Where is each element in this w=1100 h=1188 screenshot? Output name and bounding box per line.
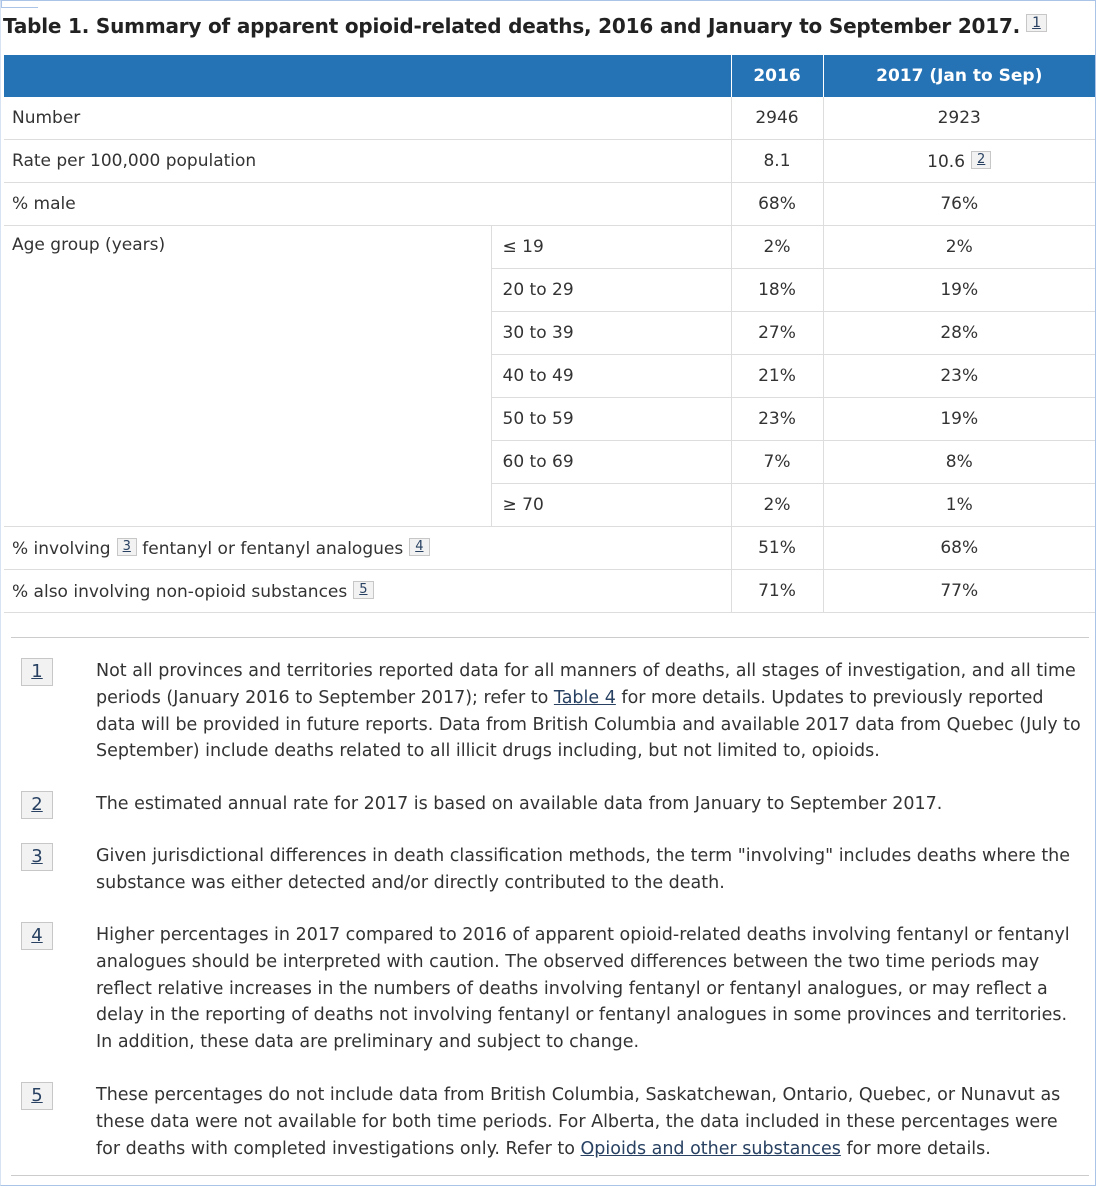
footnote-ref-4[interactable]: 4	[409, 538, 429, 556]
cell-2017: 28%	[823, 312, 1095, 355]
age-range: 50 to 59	[491, 398, 731, 441]
table-row	[4, 527, 1095, 570]
table-row	[4, 140, 1095, 183]
header-blank	[4, 55, 731, 97]
footnote-text-part: for more details. Updates to previously reported data will be provided in future reports. Data from British Columbia and available 2017 data from Quebec (July to September) include deaths related to all illicit drugs including, but not limited to, opioids.	[96, 687, 1081, 762]
row-label	[4, 570, 731, 613]
cell-2016: 71%	[731, 570, 823, 613]
cell-2016: 21%	[731, 355, 823, 398]
top-divider	[1, 1, 38, 8]
cell-2016: 51%	[731, 527, 823, 570]
cell-2016: 7%	[731, 441, 823, 484]
age-range: ≥ 70	[491, 484, 731, 527]
footnote-text	[96, 1082, 1081, 1162]
footnote-text-part: for more details.	[840, 1138, 991, 1159]
footnote-ref-3[interactable]: 3	[117, 538, 137, 556]
cell-2017: 68%	[823, 527, 1095, 570]
footnote-text-part: Not all provinces and territories reported data for all manners of deaths, all stages of investigation, and all time periods (January 2016 to September 2017); refer to	[96, 661, 1076, 708]
age-range: 60 to 69	[491, 441, 731, 484]
cell-2016: 18%	[731, 269, 823, 312]
cell-2017: 2923	[823, 97, 1095, 140]
footnote-back-link-1[interactable]: 1	[21, 658, 53, 686]
table-row	[4, 97, 1095, 140]
footnote-ref-5[interactable]: 5	[353, 581, 373, 599]
header-row	[4, 55, 1095, 97]
age-range: 20 to 29	[491, 269, 731, 312]
table-row	[4, 183, 1095, 226]
table-caption	[3, 14, 1047, 38]
age-range: 40 to 49	[491, 355, 731, 398]
cell-2016: 2%	[731, 484, 823, 527]
header-2016: 2016	[731, 55, 823, 97]
footnote-text: Higher percentages in 2017 compared to 2016 of apparent opioid-related deaths involving fentanyl or fentanyl analogues should be interpreted with caution. The observed differences between the two time periods may reflect relative increases in the numbers of deaths involving fentanyl or fentanyl analogues, or may reflect a delay in the reporting of deaths not involving fentanyl or fentanyl analogues in some provinces and territories. In addition, these data are preliminary and subject to change.	[96, 925, 1070, 1053]
opioid-deaths-table	[4, 55, 1095, 613]
footnote-back-link-2[interactable]: 2	[21, 791, 53, 819]
footnote-text: The estimated annual rate for 2017 is based on available data from January to September 2017.	[96, 794, 943, 814]
cell-2017-value: 10.6	[927, 151, 966, 172]
nonopioid-label: % also involving non-opioid substances	[12, 581, 348, 602]
footnote-back-link-4[interactable]: 4	[21, 922, 53, 950]
cell-2017	[823, 140, 1095, 183]
footnote-text	[96, 658, 1081, 765]
cell-2017: 76%	[823, 183, 1095, 226]
fentanyl-label-b: fentanyl or fentanyl analogues	[142, 538, 404, 559]
footnotes-section	[11, 637, 1089, 1159]
cell-2017: 23%	[823, 355, 1095, 398]
row-label: Rate per 100,000 population	[4, 140, 731, 183]
row-label: % male	[4, 183, 731, 226]
caption-text: Table 1. Summary of apparent opioid-related deaths, 2016 and January to September 2017.	[3, 14, 1021, 38]
footnote-text: Given jurisdictional differences in death classification methods, the term "involving" includes deaths where the substance was either detected and/or directly contributed to the death.	[96, 846, 1071, 893]
cell-2017: 77%	[823, 570, 1095, 613]
age-group-label: Age group (years)	[4, 226, 491, 527]
cell-2017: 8%	[823, 441, 1095, 484]
table-row	[4, 226, 1095, 269]
cell-2016: 2%	[731, 226, 823, 269]
fentanyl-label-a: % involving	[12, 538, 111, 559]
cell-2016: 2946	[731, 97, 823, 140]
footnote-ref-2[interactable]: 2	[971, 151, 991, 169]
footnote-text-part: These percentages do not include data from British Columbia, Saskatchewan, Ontario, Quebec, or Nunavut as these data were not available for both time periods. For Alberta, the data included in these percentages were for deaths with completed investigations only. Refer to	[96, 1085, 1061, 1159]
age-range: ≤ 19	[491, 226, 731, 269]
cell-2017: 2%	[823, 226, 1095, 269]
cell-2017: 19%	[823, 269, 1095, 312]
cell-2016: 68%	[731, 183, 823, 226]
table-4-link[interactable]: Table 4	[553, 687, 616, 708]
header-2017: 2017 (Jan to Sep)	[823, 55, 1095, 97]
cell-2016: 27%	[731, 312, 823, 355]
footnote-back-link-5[interactable]: 5	[21, 1082, 53, 1110]
footnote-back-link-3[interactable]: 3	[21, 843, 53, 871]
bottom-divider	[11, 1175, 1089, 1176]
cell-2016: 8.1	[731, 140, 823, 183]
opioids-link[interactable]: Opioids and other substances	[580, 1138, 841, 1159]
footnote-ref-1[interactable]: 1	[1026, 14, 1047, 32]
cell-2017: 1%	[823, 484, 1095, 527]
cell-2016: 23%	[731, 398, 823, 441]
row-label	[4, 527, 731, 570]
cell-2017: 19%	[823, 398, 1095, 441]
row-label: Number	[4, 97, 731, 140]
table-row	[4, 570, 1095, 613]
age-range: 30 to 39	[491, 312, 731, 355]
